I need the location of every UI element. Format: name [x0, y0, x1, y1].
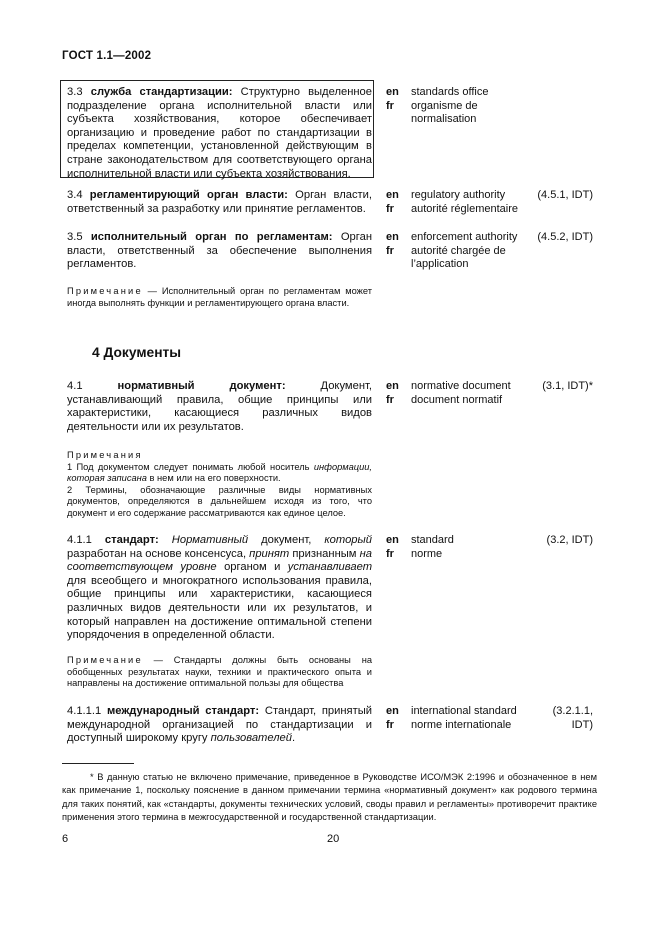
equiv-fr: norme internationale: [411, 718, 512, 731]
note-4-1-1: Примечание — Стандарты должны быть основаны на обобщенных результатах науки, техники и практического опыта и направлены на достижение оптимальной пользы для общества: [67, 655, 372, 689]
equiv-fr: document normatif: [411, 393, 503, 406]
lang-en: en: [386, 189, 399, 201]
lang-fr: fr: [386, 718, 394, 731]
term-number: 4.1: [67, 380, 83, 392]
note-1: 1 Под документом следует понимать любой носитель информации, которая записана в нем или на его поверхности.: [67, 461, 372, 484]
term-definition: Документ, устанавливающий правила, общие принципы или характеристики, касающиеся различных видов деятельности или их результатов.: [67, 380, 372, 433]
equiv-fr: organisme de normalisation: [411, 99, 478, 126]
footnote: * В данную статью не включено примечание, приведенное в Руководстве ИСО/МЭК 2:1996 и обозначенное в нем как примечание 1, поскольку пояснение в данном примечании термина «нормативный документ» как родового термина для таких понятий, как «стандарты, документы технических условий, своды правил и регламенты» противоречит практике применения этого термина в межгосударственной и государственной стандартизации.: [62, 772, 597, 822]
lang-codes-4-1-1: [386, 534, 404, 561]
term-entry-4-1-1: 4.1.1 стандарт: Нормативный документ, который разработан на основе консенсуса, принят признанным на соответствующем уровне органом и устанавливает для всеобщего и многократного использования правила, общие принципы или характеристики, касающиеся различных видов деятельности или их результатов, и который направлен на достижение оптимальной степени упорядочения в определенной области.: [67, 534, 373, 642]
term-number: 4.1.1: [67, 534, 92, 546]
section-heading: 4 Документы: [92, 345, 182, 360]
equiv-en: standards office: [411, 86, 489, 98]
ref-3-4: (4.5.1, IDT): [537, 189, 593, 201]
page-number-center: 20: [327, 833, 340, 845]
equiv-fr: norme: [411, 547, 443, 560]
note-label: Примечание: [67, 655, 143, 665]
notes-4-1: [67, 450, 372, 520]
note-2: 2 Термины, обозначающие различные виды нормативных документов, определяются в дальнейшем исходя из того, что документ и его содержание рассматриваются как единое целое.: [67, 484, 372, 518]
equiv-en: regulatory authority: [411, 189, 506, 201]
lang-fr: fr: [386, 547, 394, 560]
lang-fr: fr: [386, 244, 394, 257]
ref-4-1: (3.1, IDT)*: [542, 380, 593, 392]
term-definition: Структурно выделенное подразделение органа исполнительной власти или субъекта хозяйствования, которое обеспечивает организацию и проведение работ по стандартизации в пределах компетенции, установленной действующим в стране законодательством для соответствующего органа исполнительной власти или субъекта хозяйствования.: [67, 86, 372, 180]
equiv-en: standard: [411, 534, 454, 546]
note-text: Исполнительный орган по регламентам может иногда выполнять функции и регламентирующего органа власти.: [67, 286, 372, 308]
lang-codes-4-1: [386, 380, 404, 407]
term-entry-3-3: [67, 86, 372, 181]
lang-codes-3-5: [386, 231, 404, 258]
lang-codes-4-1-1-1: [386, 705, 404, 732]
lang-fr: fr: [386, 99, 394, 112]
term-number: 3.4: [67, 189, 83, 201]
document-header: ГОСТ 1.1—2002: [62, 50, 152, 62]
term-entry-3-5: [67, 231, 372, 272]
ref-4-1-1: (3.2, IDT): [546, 534, 593, 546]
term-definition: Орган власти, ответственный за разработку или принятие регламентов.: [67, 189, 373, 215]
term-name: служба стандартизации:: [90, 86, 233, 98]
term-entry-4-1-1-1: 4.1.1.1 международный стандарт: Стандарт, принятый международной организацией по стандартизации и доступный широкому кругу пользователей.: [67, 705, 373, 745]
term-number: 3.3: [67, 86, 83, 98]
term-number: 4.1.1.1: [67, 705, 102, 717]
term-name: международный стандарт:: [106, 705, 260, 717]
note-3-5: Примечание — Исполнительный орган по регламентам может иногда выполнять функции и регламентирующего органа власти.: [67, 286, 372, 308]
footnote-separator: [62, 763, 134, 764]
equiv-en: international standard: [411, 705, 517, 717]
ref-4-1-1-1: (3.2.1.1, IDT): [552, 705, 593, 731]
equivalents-4-1-1: [411, 534, 536, 561]
lang-fr: fr: [386, 393, 394, 406]
term-definition: Орган власти, ответственный за обеспечение выполнения регламентов.: [67, 231, 373, 271]
equiv-fr: autorité chargée de l’application: [411, 244, 506, 271]
lang-codes-3-4: [386, 189, 404, 216]
term-entry-3-4: [67, 189, 372, 216]
lang-en: en: [386, 231, 399, 243]
lang-en: en: [386, 705, 399, 717]
lang-fr: fr: [386, 202, 394, 215]
term-name: исполнительный орган по регламентам:: [90, 231, 333, 243]
notes-label: Примечания: [67, 450, 143, 460]
equivalents-3-5: [411, 231, 536, 272]
term-number: 3.5: [67, 231, 83, 243]
equivalents-4-1-1-1: [411, 705, 536, 732]
lang-en: en: [386, 534, 399, 546]
term-entry-4-1: [67, 380, 372, 434]
lang-codes-3-3: [386, 86, 404, 113]
term-name: нормативный документ:: [117, 380, 286, 392]
lang-en: en: [386, 380, 399, 392]
equivalents-3-4: [411, 189, 536, 216]
term-name: стандарт:: [104, 534, 159, 546]
equiv-en: enforcement authority: [411, 231, 518, 243]
note-text: Стандарты должны быть основаны на обобщенных результатах науки, техники и практического опыта и направлены на достижение оптимальной пользы для общества: [67, 655, 372, 689]
page-number-left: 6: [62, 833, 69, 845]
equivalents-4-1: [411, 380, 536, 407]
term-name: регламентирующий орган власти:: [89, 189, 288, 201]
ref-3-5: (4.5.2, IDT): [537, 231, 593, 243]
equivalents-3-3: [411, 86, 536, 127]
equiv-fr: autorité réglementaire: [411, 202, 519, 215]
equiv-en: normative document: [411, 380, 511, 392]
lang-en: en: [386, 86, 399, 98]
note-label: Примечание: [67, 286, 143, 296]
